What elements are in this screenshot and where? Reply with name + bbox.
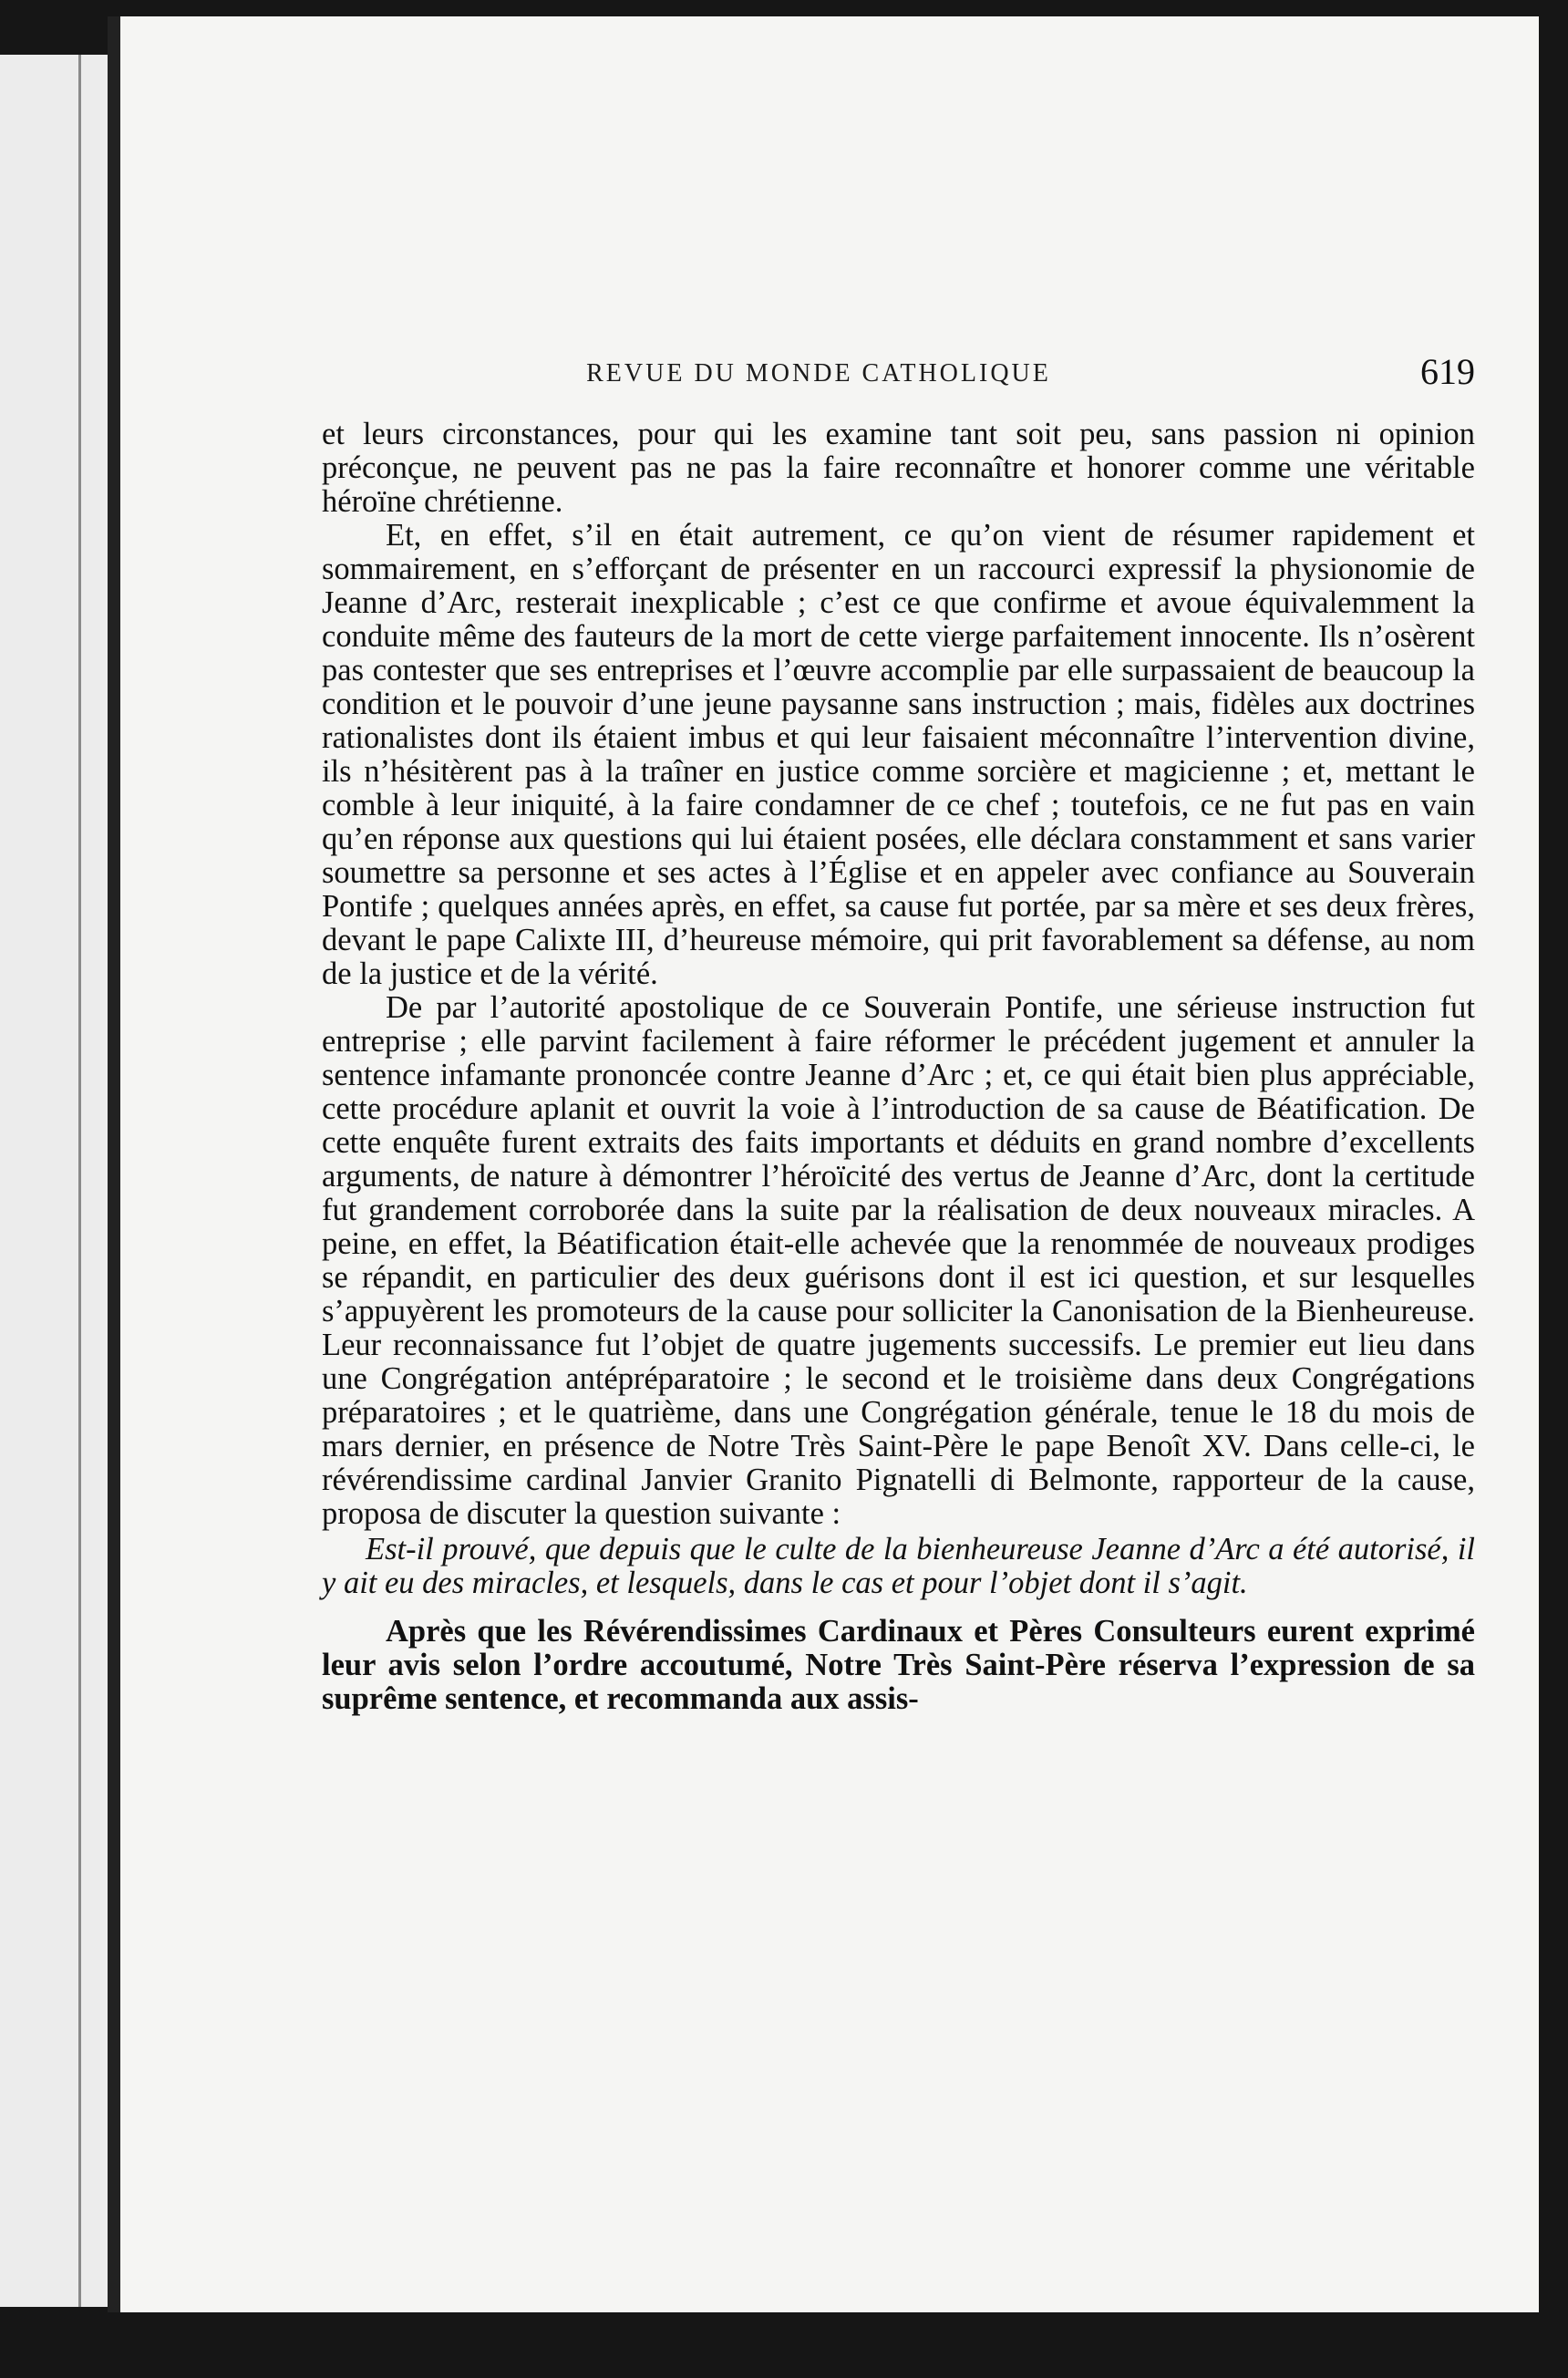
italic-question: Est-il prouvé, que depuis que le culte de la bienheureuse Jeanne d’Arc a été autorisé, il y ait eu des miracles, et lesquels, dans le cas et pour l’objet dont il s’agit. [322, 1532, 1475, 1600]
running-head [335, 343, 1475, 398]
running-title: REVUE DU MONDE CATHOLIQUE [586, 359, 1051, 388]
facing-page-border [78, 55, 81, 2307]
page-number: 619 [1420, 351, 1475, 392]
facing-page-edge [0, 55, 108, 2307]
paragraph-continuation: et leurs circonstances, pour qui les examine tant soit peu, sans passion ni opinion préconçue, ne peuvent pas ne pas la faire reconnaître et honorer comme une véritable héroïne chrétienne. [322, 417, 1475, 519]
closing-paragraph: Après que les Révérendissimes Cardinaux et Pères Consulteurs eurent exprimé leur avis selon l’ordre accoutumé, Notre Très Saint-Père réserva l’expression de sa suprême sentence, et recommanda aux assis- [322, 1614, 1475, 1716]
body-text [322, 418, 1475, 1716]
page-gutter [108, 16, 120, 2312]
paragraph: De par l’autorité apostolique de ce Souverain Pontife, une sérieuse instruction fut entreprise ; elle parvint facilement à faire réformer le précédent jugement et annuler la sentence infamante prononcée contre Jeanne d’Arc ; et, ce qui était bien plus appréciable, cette procédure aplanit et ouvrit la voie à l’introduction de sa cause de Béatification. De cette enquête furent extraits des faits importants et déduits en grand nombre d’excellents arguments, de nature à démontrer l’héroïcité des vertus de Jeanne d’Arc, dont la certitude fut grandement corroborée dans la suite par la réalisation de deux nouveaux miracles. A peine, en effet, la Béatification était-elle achevée que la renommée de nouveaux prodiges se répandit, en particulier des deux guérisons dont il est ici question, et sur lesquelles s’appuyèrent les promoteurs de la cause pour solliciter la Canonisation de la Bienheureuse. Leur reconnaissance fut l’objet de quatre jugements successifs. Le premier eut lieu dans une Congrégation antépréparatoire ; le second et le troisième dans deux Congrégations préparatoires ; et le quatrième, dans une Congrégation générale, tenue le 18 du mois de mars dernier, en présence de Notre Très Saint-Père le pape Benoît XV. Dans celle-ci, le révérendissime cardinal Janvier Granito Pignatelli di Belmonte, rapporteur de la cause, proposa de discuter la question suivante : [322, 990, 1475, 1531]
scanned-page [108, 16, 1539, 2312]
paragraph: Et, en effet, s’il en était autrement, ce qu’on vient de résumer rapidement et sommairement, en s’efforçant de présenter en un raccourci expressif la physionomie de Jeanne d’Arc, resterait inexplicable ; c’est ce que confirme et avoue équivalemment la conduite même des fauteurs de la mort de cette vierge parfaitement innocente. Ils n’osèrent pas contester que ses entreprises et l’œuvre accomplie par elle surpassaient de beaucoup la condition et le pouvoir d’une jeune paysanne sans instruction ; mais, fidèles aux doctrines rationalistes dont ils étaient imbus et qui leur faisaient méconnaître l’intervention divine, ils n’hésitèrent pas à la traîner en justice comme sorcière et magicienne ; et, mettant le comble à leur iniquité, à la faire condamner de ce chef ; toutefois, ce ne fut pas en vain qu’en réponse aux questions qui lui étaient posées, elle déclara constamment et sans varier soumettre sa personne et ses actes à l’Église et en appeler avec confiance au Souverain Pontife ; quelques années après, en effet, sa cause fut portée, par sa mère et ses deux frères, devant le pape Calixte III, d’heureuse mémoire, qui prit favorablement sa défense, au nom de la justice et de la vérité. [322, 518, 1475, 991]
